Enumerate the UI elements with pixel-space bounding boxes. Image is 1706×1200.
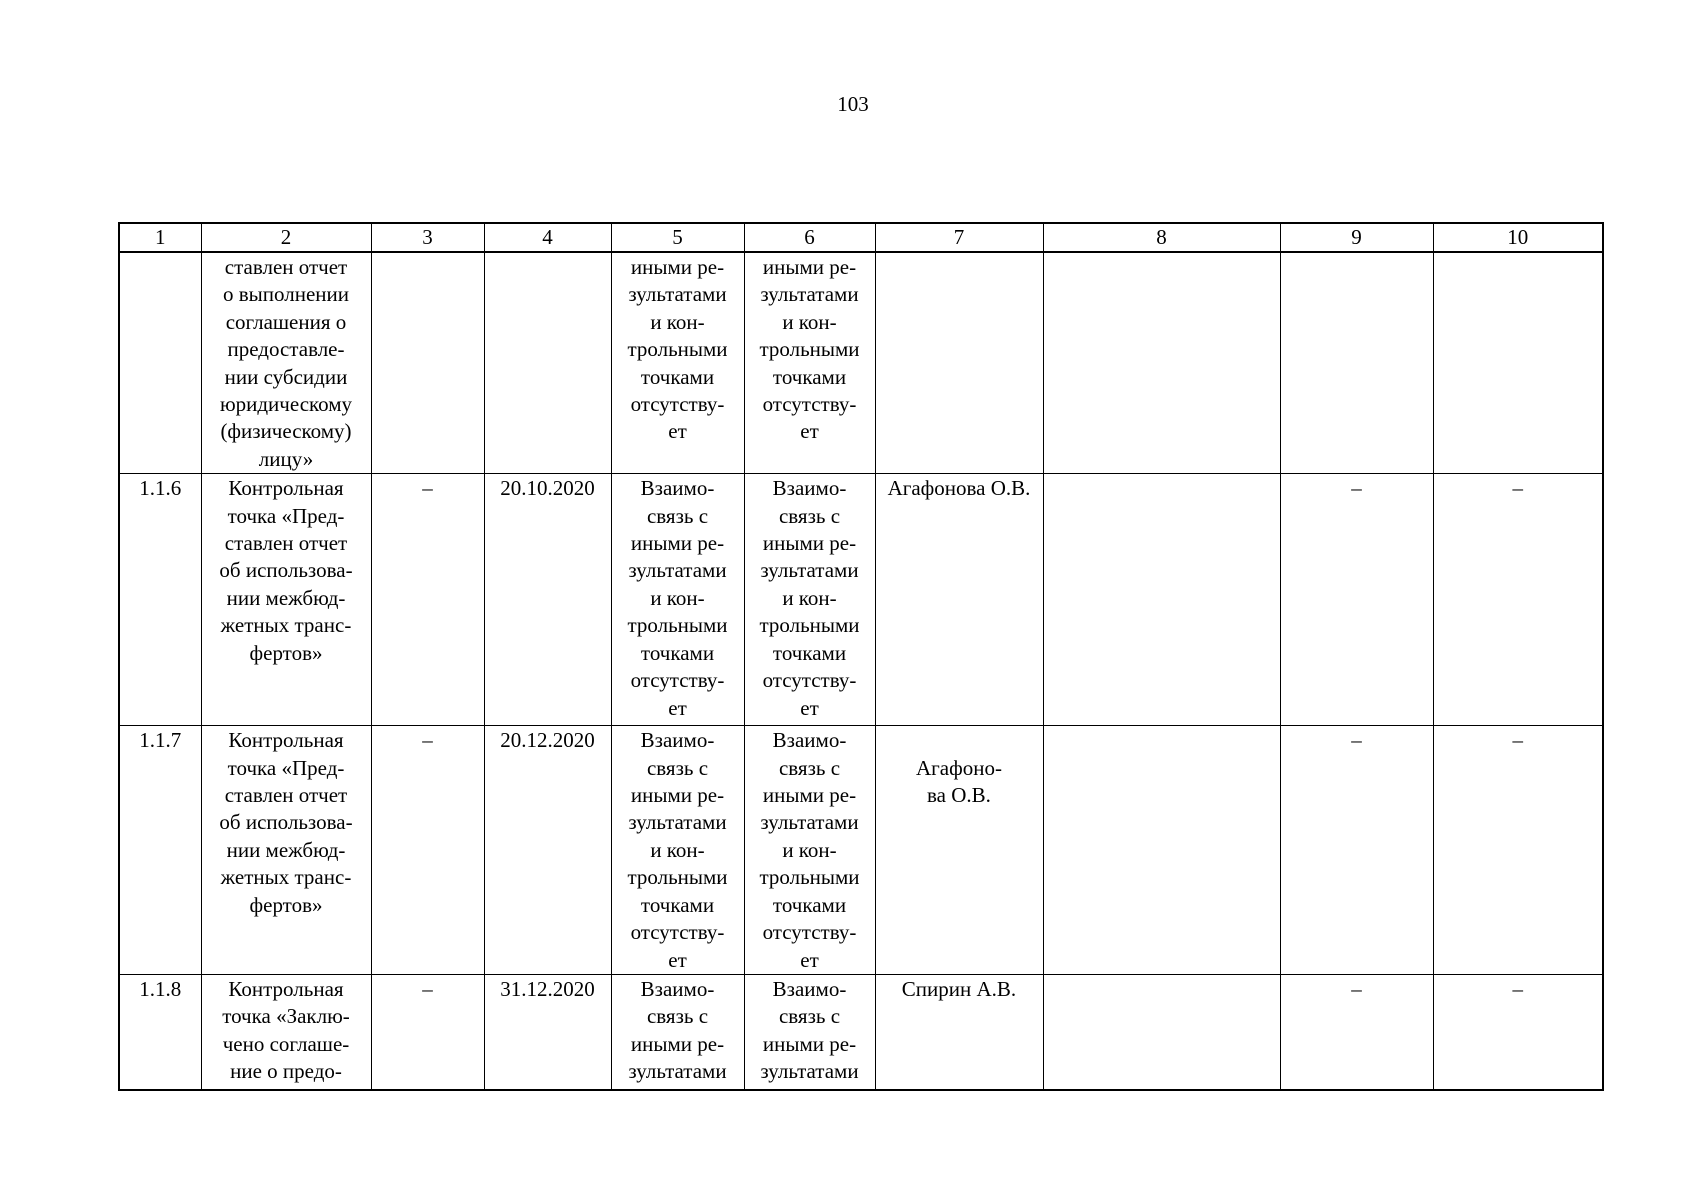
cell-predecessors: Взаимо- связь с иными ре- зультатами и кон- трольными точками отсутству- ет bbox=[611, 474, 744, 726]
cell-col-10: – bbox=[1433, 474, 1603, 726]
cell-successors: Взаимо- связь с иными ре- зультатами и кон- трольными точками отсутству- ет bbox=[744, 474, 875, 726]
cell-predecessors: Взаимо- связь с иными ре- зультатами bbox=[611, 974, 744, 1090]
col-header-5: 5 bbox=[611, 223, 744, 252]
col-header-1: 1 bbox=[119, 223, 201, 252]
cell-start-date: – bbox=[371, 726, 484, 975]
cell-name: ставлен отчет о выполнении соглашения о предоставле- нии субсидии юридическому (физическому) лицу» bbox=[201, 252, 371, 474]
table-row-1-1-8 bbox=[119, 974, 1603, 1090]
col-header-3: 3 bbox=[371, 223, 484, 252]
cell-number bbox=[119, 252, 201, 474]
col-header-2: 2 bbox=[201, 223, 371, 252]
col-header-9: 9 bbox=[1280, 223, 1433, 252]
cell-col-10: – bbox=[1433, 726, 1603, 975]
cell-start-date: – bbox=[371, 974, 484, 1090]
cell-predecessors: Взаимо- связь с иными ре- зультатами и кон- трольными точками отсутству- ет bbox=[611, 726, 744, 975]
cell-start-date: – bbox=[371, 474, 484, 726]
cell-successors: Взаимо- связь с иными ре- зультатами и кон- трольными точками отсутству- ет bbox=[744, 726, 875, 975]
cell-col-8 bbox=[1043, 252, 1280, 474]
page-number: 103 bbox=[837, 92, 869, 116]
cell-number: 1.1.7 bbox=[119, 726, 201, 975]
cell-col-8 bbox=[1043, 974, 1280, 1090]
col-header-10: 10 bbox=[1433, 223, 1603, 252]
cell-col-9 bbox=[1280, 252, 1433, 474]
header-row bbox=[119, 223, 1603, 252]
cell-col-10 bbox=[1433, 252, 1603, 474]
col-header-8: 8 bbox=[1043, 223, 1280, 252]
cell-start-date bbox=[371, 252, 484, 474]
cell-responsible: Спирин А.В. bbox=[875, 974, 1043, 1090]
cell-end-date: 20.12.2020 bbox=[484, 726, 611, 975]
table-row-1-1-7 bbox=[119, 726, 1603, 975]
cell-successors: иными ре- зультатами и кон- трольными точками отсутству- ет bbox=[744, 252, 875, 474]
cell-end-date: 31.12.2020 bbox=[484, 974, 611, 1090]
cell-number: 1.1.6 bbox=[119, 474, 201, 726]
cell-name: Контрольная точка «Пред- ставлен отчет об использова- нии межбюд- жетных транс- фертов» bbox=[201, 474, 371, 726]
col-header-6: 6 bbox=[744, 223, 875, 252]
cell-number: 1.1.8 bbox=[119, 974, 201, 1090]
cell-end-date bbox=[484, 252, 611, 474]
cell-end-date: 20.10.2020 bbox=[484, 474, 611, 726]
cell-responsible: Агафонова О.В. bbox=[875, 474, 1043, 726]
cell-predecessors: иными ре- зультатами и кон- трольными точками отсутству- ет bbox=[611, 252, 744, 474]
cell-name: Контрольная точка «Пред- ставлен отчет об использова- нии межбюд- жетных транс- фертов» bbox=[201, 726, 371, 975]
cell-name: Контрольная точка «Заклю- чено соглаше- ние о предо- bbox=[201, 974, 371, 1090]
cell-col-10: – bbox=[1433, 974, 1603, 1090]
table-row-continuation bbox=[119, 252, 1603, 474]
cell-col-9: – bbox=[1280, 474, 1433, 726]
plan-table bbox=[118, 222, 1604, 1091]
cell-responsible: Агафоно- ва О.В. bbox=[875, 726, 1043, 975]
cell-responsible bbox=[875, 252, 1043, 474]
table-row-1-1-6 bbox=[119, 474, 1603, 726]
cell-col-9: – bbox=[1280, 974, 1433, 1090]
cell-successors: Взаимо- связь с иными ре- зультатами bbox=[744, 974, 875, 1090]
col-header-7: 7 bbox=[875, 223, 1043, 252]
cell-col-8 bbox=[1043, 726, 1280, 975]
cell-col-9: – bbox=[1280, 726, 1433, 975]
col-header-4: 4 bbox=[484, 223, 611, 252]
cell-col-8 bbox=[1043, 474, 1280, 726]
